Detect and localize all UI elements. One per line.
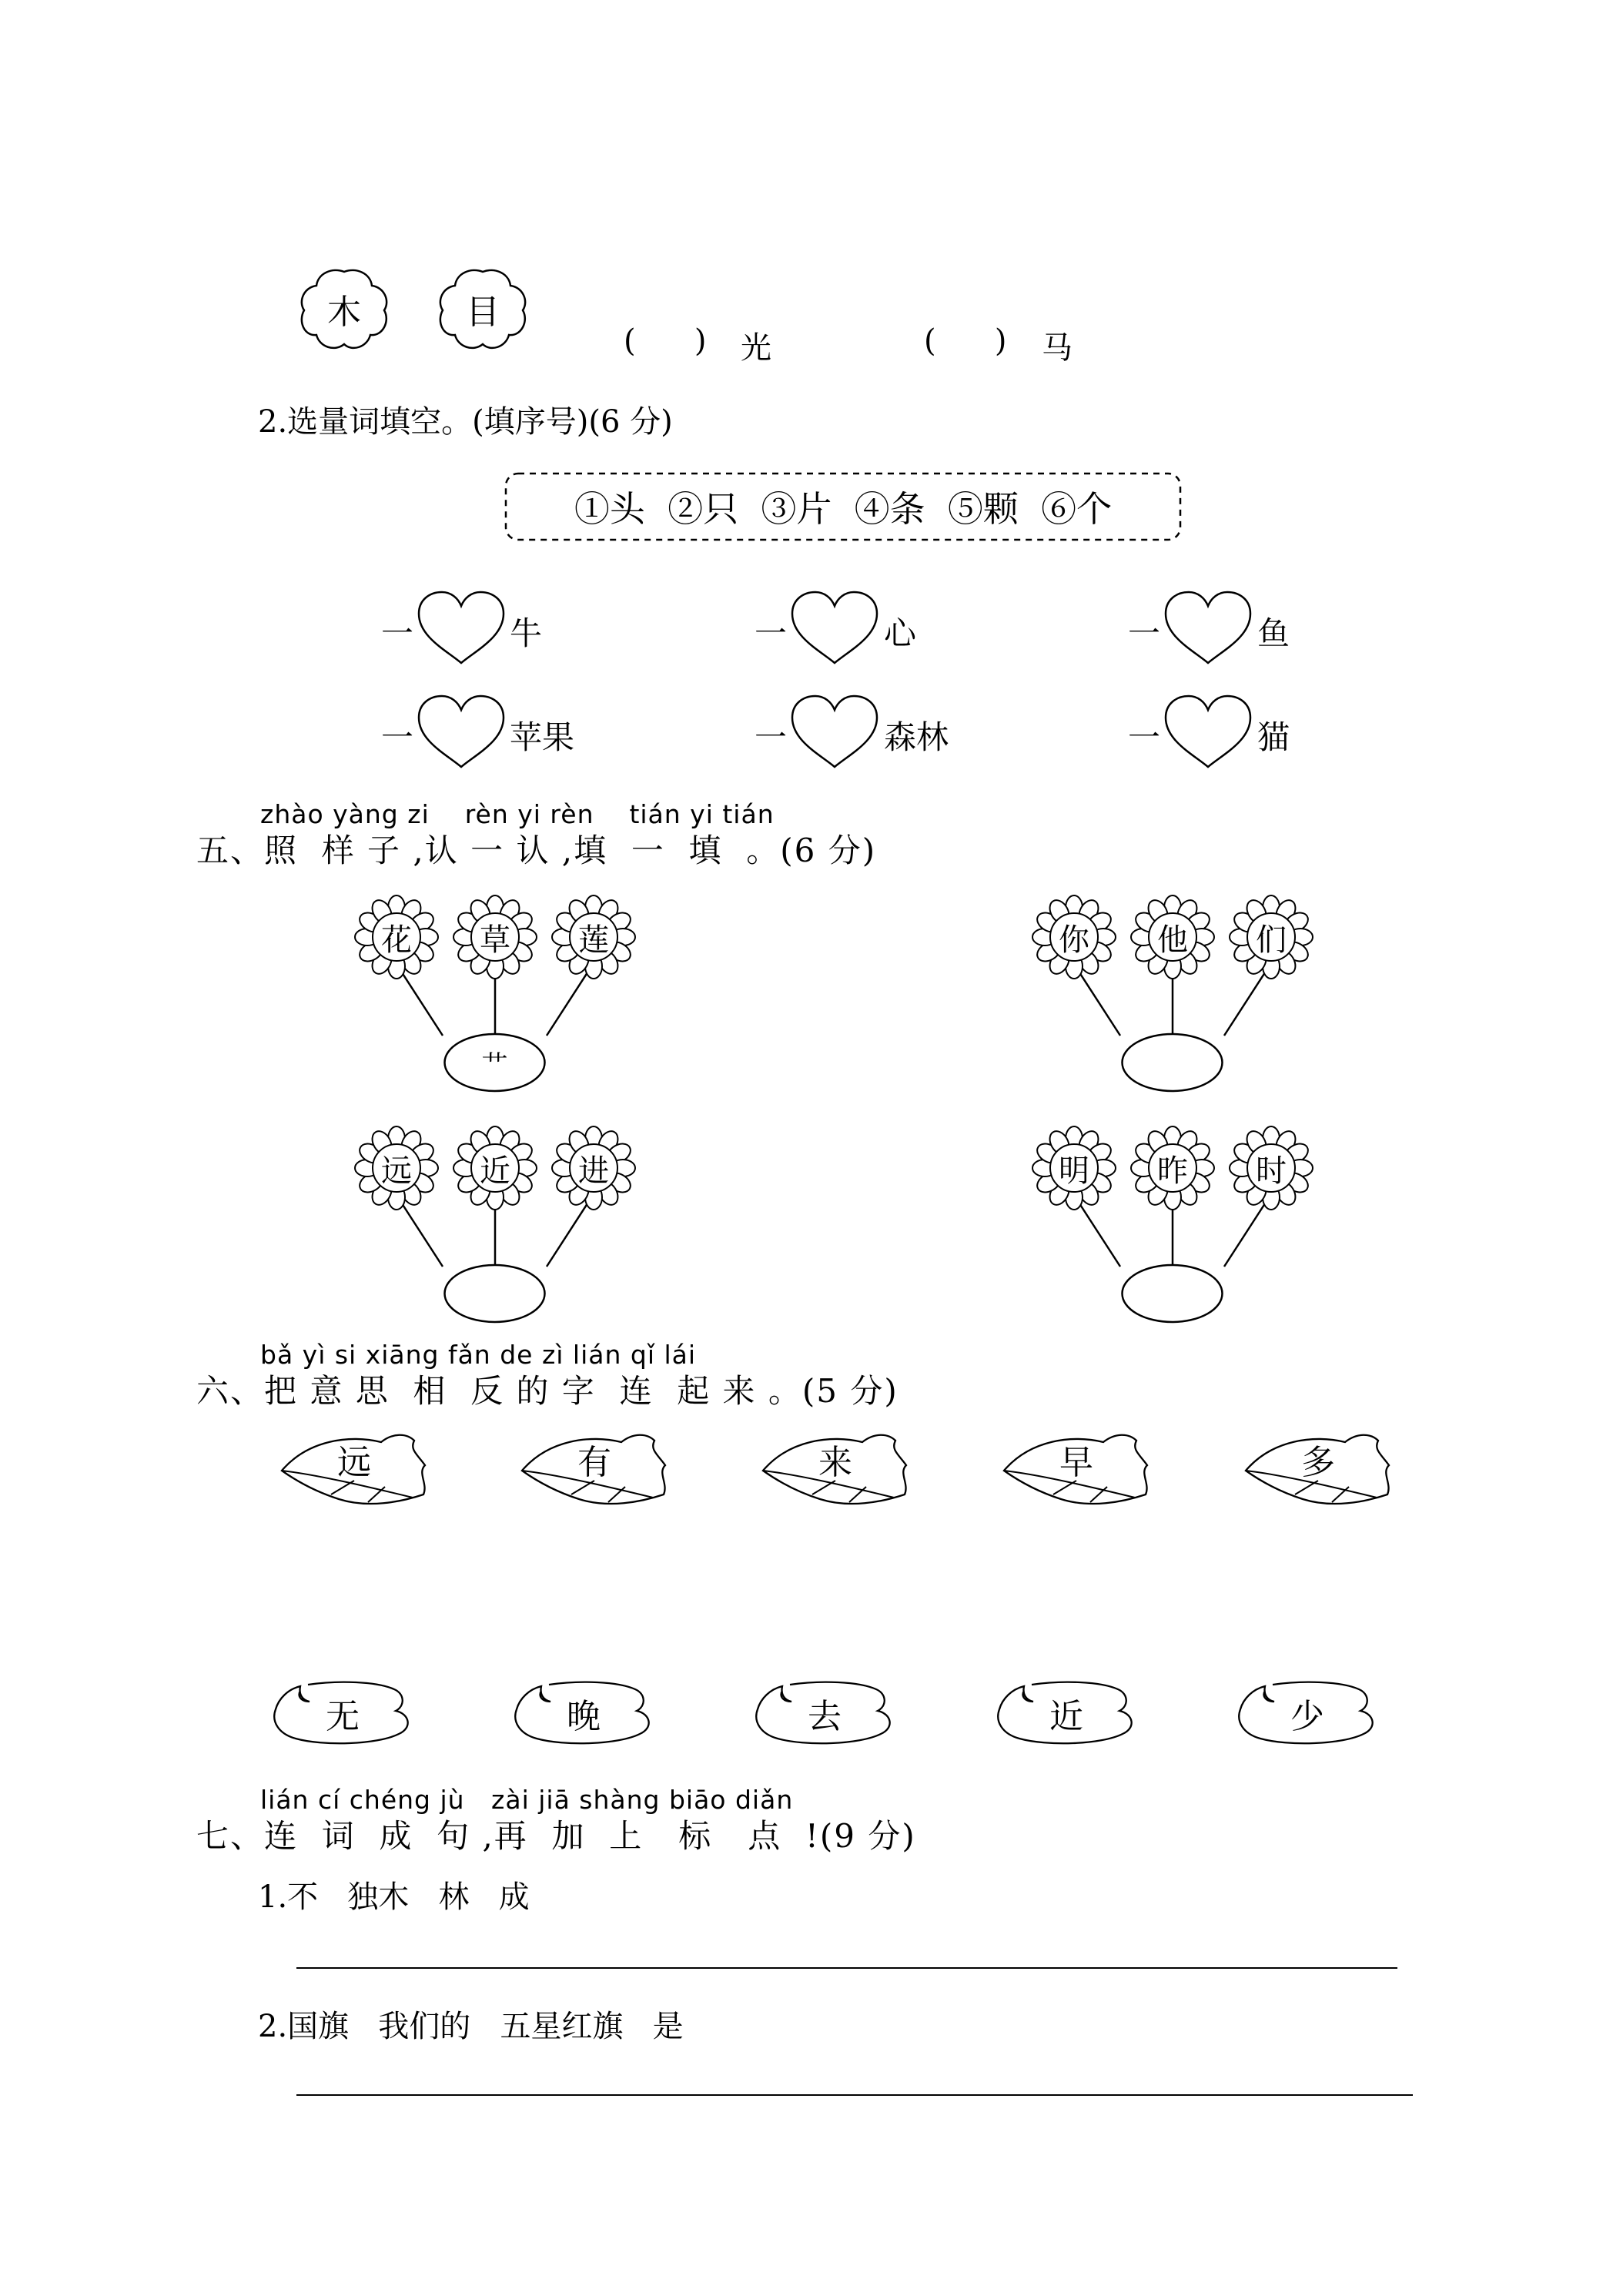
leaf-char[interactable]	[277, 1428, 431, 1509]
sunflower-text: 莲	[578, 922, 609, 958]
q5-pinyin: zhào yàng zi rèn yi rèn tián yi tián	[260, 799, 775, 829]
measure-noun: 鱼	[1257, 614, 1290, 652]
q7-item-1: 1.不 独木 林 成	[258, 1879, 530, 1915]
radical-oval[interactable]	[1120, 1032, 1224, 1093]
sunflower-char	[551, 1126, 636, 1210]
cloud-char[interactable]	[510, 1678, 657, 1748]
q7-title: 七、连 词 成 句 ,再 加 上 标 点 !(9 分)	[196, 1817, 916, 1855]
prefix-yi: 一	[381, 718, 414, 756]
leaf-text: 早	[1059, 1443, 1093, 1482]
sunflower-text: 近	[480, 1153, 510, 1189]
q7-item-2: 2.国旗 我们的 五星红旗 是	[258, 2009, 684, 2044]
sunflower-text: 花	[381, 922, 412, 958]
cloud-text: 晚	[567, 1697, 601, 1736]
flower-char-1-text: 木	[327, 293, 361, 332]
sunflower-text: 进	[578, 1153, 609, 1189]
heart-answer-box[interactable]	[789, 589, 880, 666]
heart-answer-box[interactable]	[789, 693, 880, 770]
sunflower-text: 昨	[1157, 1153, 1188, 1189]
sunflower-char	[1229, 1126, 1313, 1210]
measure-noun: 心	[884, 614, 917, 652]
radical-answer: 艹	[481, 1049, 508, 1081]
heart-answer-box[interactable]	[416, 693, 507, 770]
cloud-text: 近	[1049, 1697, 1083, 1736]
prefix-yi: 一	[755, 614, 788, 652]
cloud-char[interactable]	[1234, 1678, 1380, 1748]
leaf-char[interactable]	[517, 1428, 671, 1509]
cloud-text: 少	[1290, 1697, 1324, 1736]
leaf-text: 多	[1301, 1443, 1335, 1482]
cloud-text: 无	[326, 1697, 360, 1736]
flower-char-2	[435, 266, 530, 352]
prefix-yi: 一	[755, 718, 788, 756]
leaf-char[interactable]	[758, 1428, 912, 1509]
q5-title: 五、照 样 子 ,认 一 认 ,填 一 填 。(6 分)	[196, 832, 877, 869]
leaf-text: 来	[818, 1443, 852, 1482]
sunflower-text: 时	[1256, 1153, 1287, 1189]
sunflower-char	[1229, 895, 1313, 979]
flower-char-1	[296, 266, 392, 352]
q2-options-box	[504, 472, 1182, 541]
sunflower-text: 你	[1059, 922, 1089, 958]
prefix-yi: 一	[1128, 614, 1161, 652]
radical-answer	[443, 1263, 547, 1324]
sunflower-text: 远	[381, 1153, 412, 1189]
sunflower-text: 他	[1157, 922, 1188, 958]
cloud-char[interactable]	[993, 1678, 1139, 1748]
radical-answer	[1120, 1263, 1224, 1324]
sunflower-text: 们	[1256, 922, 1287, 958]
radical-answer	[1120, 1032, 1224, 1093]
blank-suffix-1: 光	[741, 330, 771, 366]
flower-char-2-text: 目	[466, 293, 500, 332]
answer-line-2[interactable]	[296, 2094, 1413, 2096]
cloud-char[interactable]	[751, 1678, 898, 1748]
sunflower-char	[354, 895, 439, 979]
sunflower-char	[453, 1126, 537, 1210]
sunflower-char	[1130, 895, 1215, 979]
q6-title: 六、把 意 思 相 反 的 字 连 起 来 。(5 分)	[196, 1372, 899, 1410]
leaf-char[interactable]	[1241, 1428, 1395, 1509]
heart-answer-box[interactable]	[1163, 589, 1253, 666]
sunflower-char	[1032, 895, 1116, 979]
cloud-char[interactable]	[269, 1678, 416, 1748]
q6-pinyin: bǎ yì si xiāng fǎn de zì lián qǐ lái	[260, 1340, 697, 1370]
measure-noun: 森林	[884, 718, 949, 756]
answer-line-1[interactable]	[296, 1967, 1397, 1969]
cloud-text: 去	[808, 1697, 842, 1736]
leaf-char[interactable]	[999, 1428, 1153, 1509]
sunflower-char	[1130, 1126, 1215, 1210]
measure-noun: 猫	[1257, 718, 1290, 756]
blank-paren-1[interactable]: ( )	[624, 323, 707, 359]
leaf-text: 远	[337, 1443, 371, 1482]
measure-noun: 苹果	[510, 718, 575, 756]
q2-options-text: ①头 ②只 ③片 ④条 ⑤颗 ⑥个	[574, 488, 1113, 530]
measure-noun: 牛	[510, 614, 543, 652]
prefix-yi: 一	[1128, 718, 1161, 756]
sunflower-char	[1032, 1126, 1116, 1210]
sunflower-char	[453, 895, 537, 979]
q2-title: 2.选量词填空。(填序号)(6 分)	[258, 404, 673, 440]
sunflower-text: 明	[1059, 1153, 1089, 1189]
sunflower-char	[551, 895, 636, 979]
sunflower-text: 草	[480, 922, 510, 958]
blank-paren-2[interactable]: ( )	[924, 323, 1007, 359]
radical-oval[interactable]	[443, 1263, 547, 1324]
q7-pinyin: lián cí chéng jù zài jiā shàng biāo diǎn	[260, 1785, 794, 1815]
prefix-yi: 一	[381, 614, 414, 652]
radical-oval[interactable]	[443, 1032, 547, 1093]
heart-answer-box[interactable]	[1163, 693, 1253, 770]
heart-answer-box[interactable]	[416, 589, 507, 666]
sunflower-char	[354, 1126, 439, 1210]
leaf-text: 有	[577, 1443, 611, 1482]
blank-suffix-2: 马	[1042, 330, 1073, 366]
radical-oval[interactable]	[1120, 1263, 1224, 1324]
